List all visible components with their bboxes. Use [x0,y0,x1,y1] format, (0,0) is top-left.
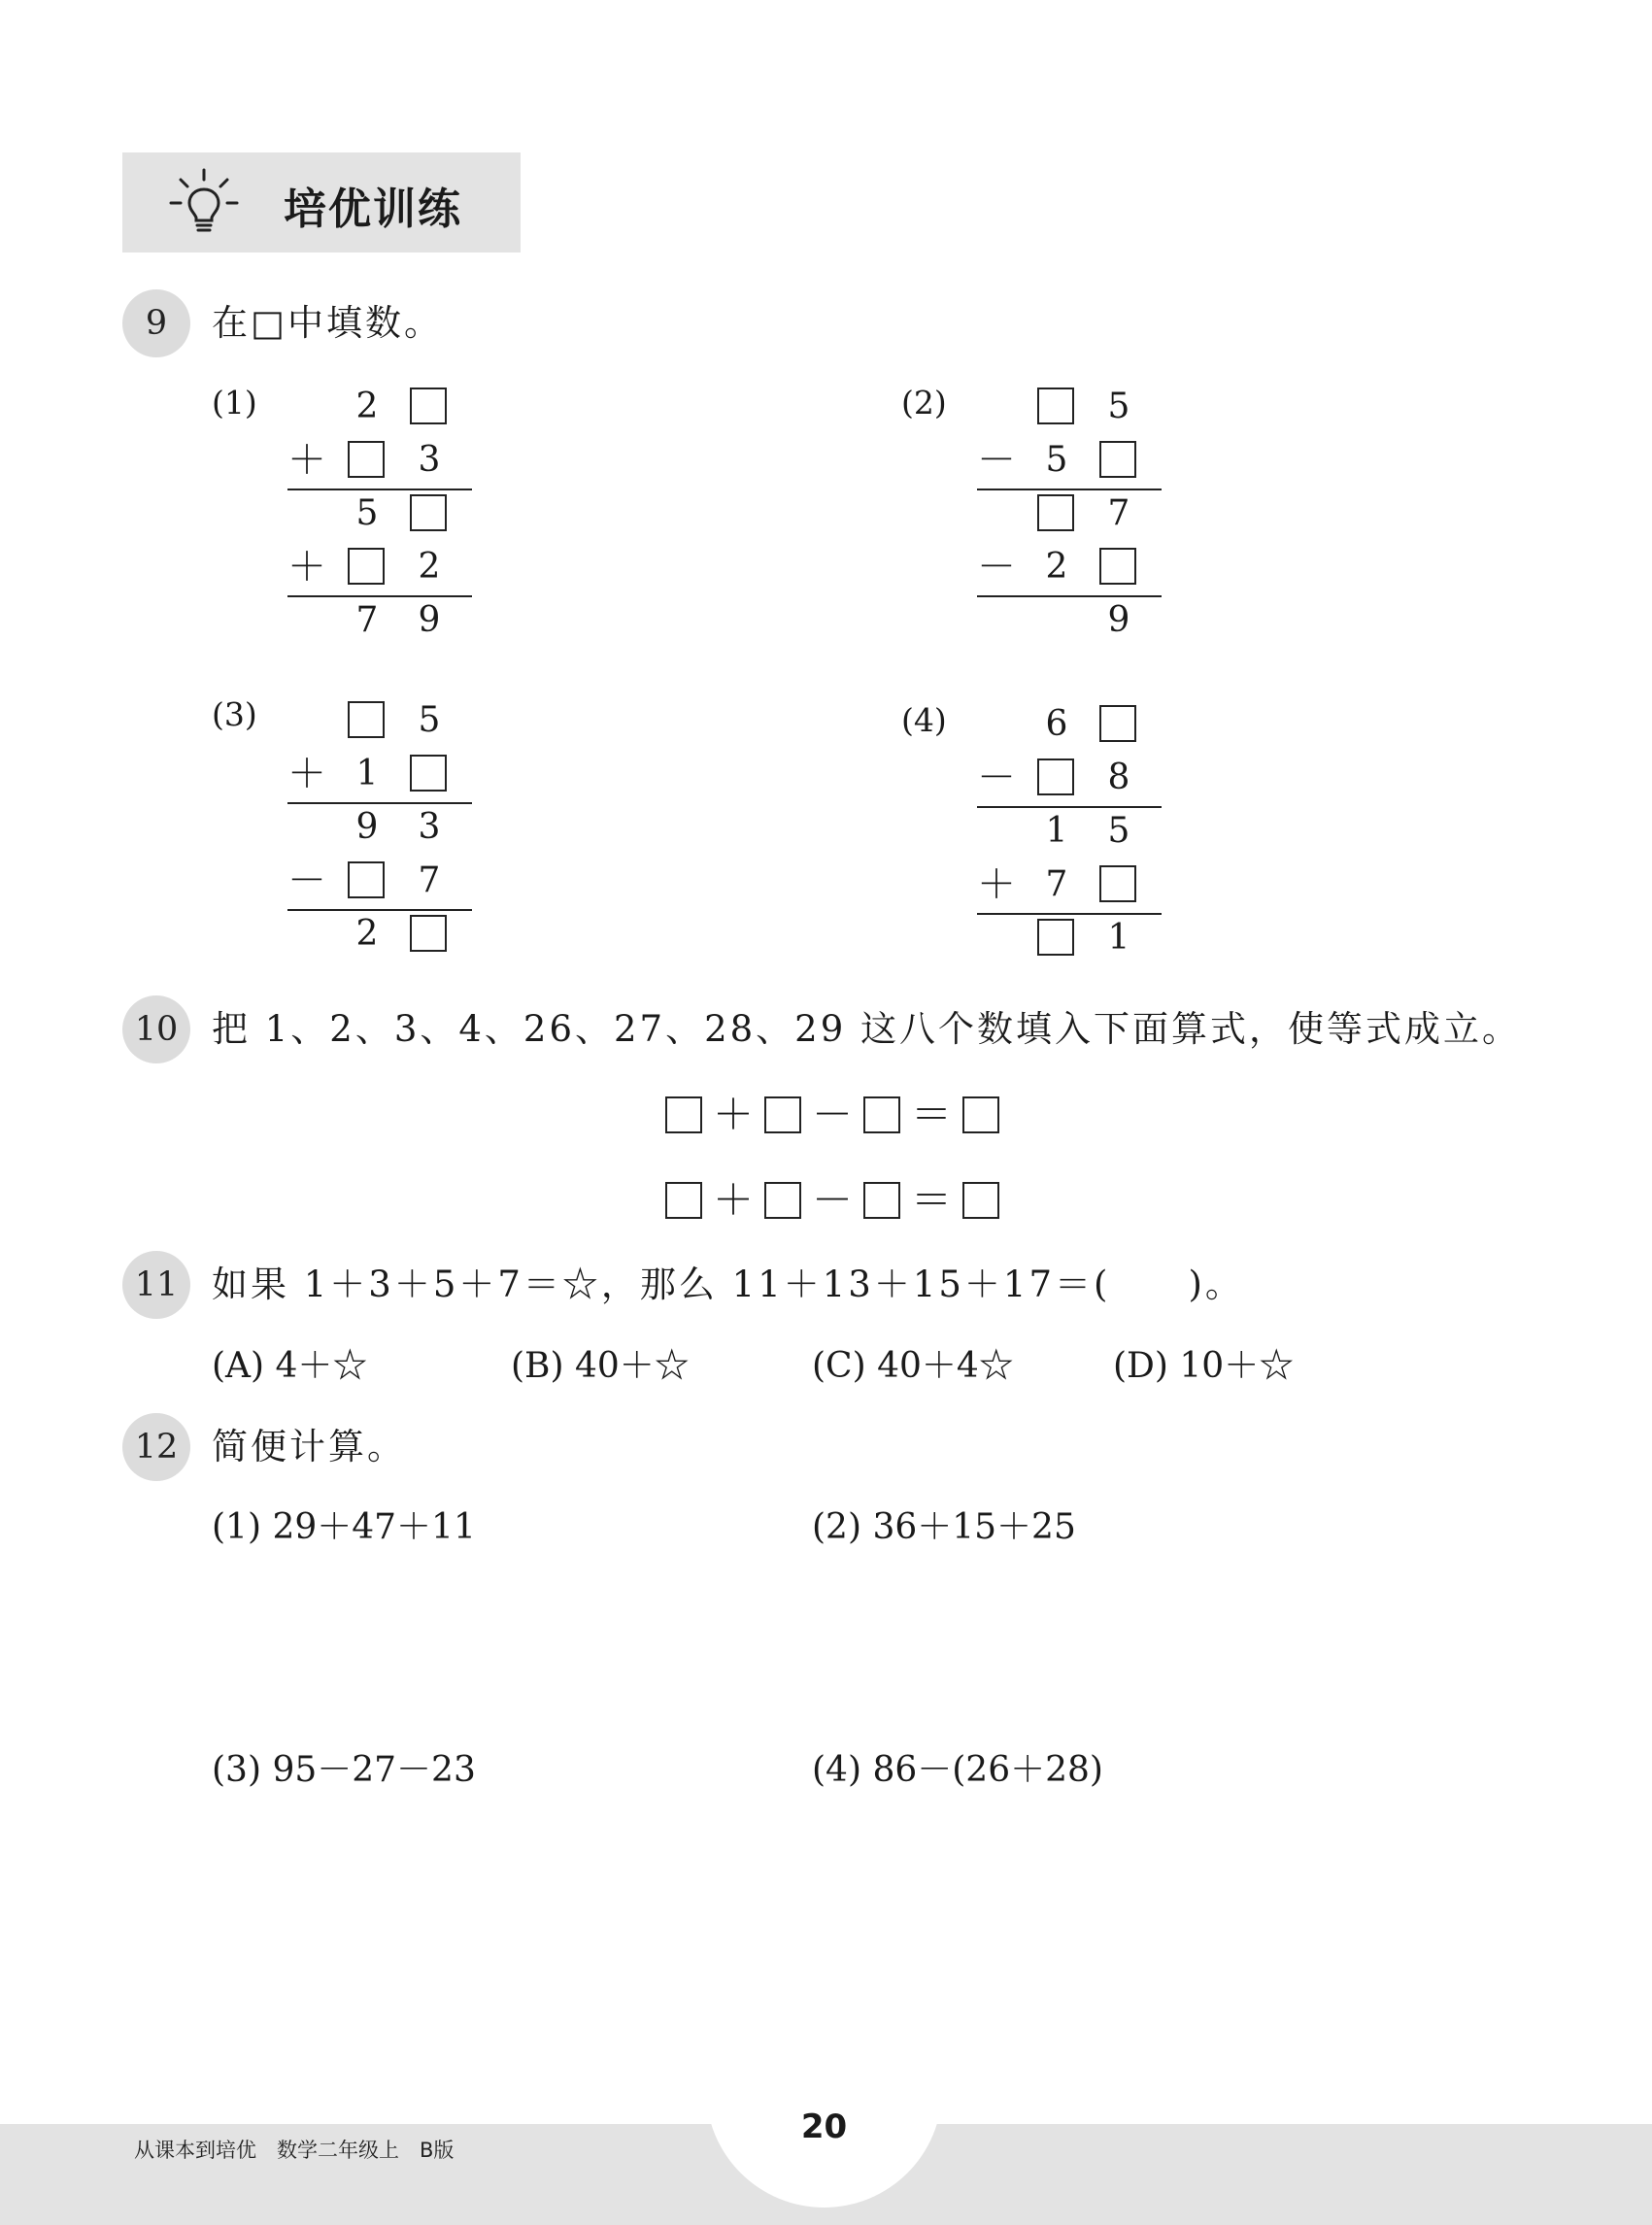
choice-option-c[interactable]: (C) 40＋4☆ [812,1346,1014,1386]
choice-option-b[interactable]: (B) 40＋☆ [511,1346,690,1386]
question-number: 12 [122,1413,190,1481]
digit: 5 [1107,811,1130,851]
digit: 5 [1107,387,1130,426]
result-line [287,595,472,597]
plus-sign: ＋ [712,1176,754,1224]
digit: 5 [355,493,379,533]
question-text: 把 1、2、3、4、26、27、28、29 这八个数填入下面算式，使等式成立。 [212,1008,1522,1050]
answer-box[interactable] [1099,705,1136,742]
equals-sign: ＝ [910,1091,952,1138]
digit: 5 [1045,440,1068,480]
calculation-item: (2) 36＋15＋25 [812,1507,1076,1547]
answer-box[interactable] [348,441,385,478]
result-line [977,806,1162,808]
result-line [977,913,1162,915]
lightbulb-icon [165,164,243,242]
equation-row [665,1176,999,1225]
answer-box[interactable] [764,1182,801,1219]
answer-box[interactable] [1099,441,1136,478]
digit: 1 [1045,811,1068,851]
result-line [287,802,472,804]
result-line [287,489,472,490]
operator-sign: － [287,859,326,903]
operator-sign: － [977,545,1016,590]
digit: 3 [418,440,441,480]
digit: 9 [1107,600,1130,640]
operator-sign: － [977,438,1016,483]
answer-box[interactable] [1037,388,1074,424]
part-label: (1) [212,384,257,421]
answer-box[interactable] [1099,865,1136,902]
part-label: (2) [901,384,947,421]
answer-box[interactable] [348,548,385,585]
digit: 1 [1107,918,1130,958]
operator-sign: － [977,756,1016,800]
result-line [977,595,1162,597]
question-text: 在□中填数。 [212,302,443,344]
digit: 7 [1045,864,1068,904]
answer-box[interactable] [410,494,447,531]
calculation-item: (3) 95－27－23 [212,1750,476,1790]
digit: 2 [418,547,441,587]
operator-sign: ＋ [287,438,326,483]
page-number-circle [706,1972,942,2208]
answer-box[interactable] [665,1182,702,1219]
choice-option-d[interactable]: (D) 10＋☆ [1113,1346,1295,1386]
minus-sign: － [811,1176,853,1224]
digit: 5 [418,700,441,740]
answer-box[interactable] [410,388,447,424]
digit: 2 [355,387,379,426]
plus-sign: ＋ [712,1091,754,1138]
digit: 6 [1045,704,1068,744]
part-label: (4) [901,701,947,739]
answer-box[interactable] [863,1096,900,1133]
answer-box[interactable] [764,1096,801,1133]
question-number: 11 [122,1251,190,1319]
question-text: 如果 1＋3＋5＋7＝☆，那么 11＋13＋15＋17＝( )。 [212,1264,1244,1305]
operator-sign: ＋ [977,862,1016,907]
answer-box[interactable] [1037,494,1074,531]
digit: 7 [418,860,441,900]
digit: 2 [1045,547,1068,587]
question-number: 10 [122,995,190,1063]
digit: 3 [418,807,441,847]
calculation-item: (1) 29＋47＋11 [212,1507,476,1547]
operator-sign: ＋ [287,752,326,796]
part-label: (3) [212,695,257,733]
digit: 9 [355,807,379,847]
answer-box[interactable] [410,755,447,792]
question-text: 简便计算。 [212,1426,406,1467]
answer-box[interactable] [410,915,447,952]
digit: 1 [355,754,379,793]
answer-box[interactable] [962,1096,999,1133]
digit: 7 [355,600,379,640]
equation-row [665,1091,999,1139]
operator-sign: ＋ [287,545,326,590]
result-line [287,909,472,911]
vertical-calculation [977,384,1200,651]
digit: 2 [355,914,379,954]
page-number: 20 [800,2107,848,2146]
equals-sign: ＝ [910,1176,952,1224]
calculation-item: (4) 86－(26＋28) [812,1750,1103,1790]
answer-box[interactable] [962,1182,999,1219]
answer-box[interactable] [665,1096,702,1133]
digit: 9 [418,600,441,640]
answer-box[interactable] [1037,919,1074,956]
question-number: 9 [122,289,190,357]
minus-sign: － [811,1091,853,1138]
section-header [122,152,521,253]
digit: 7 [1107,493,1130,533]
answer-box[interactable] [1037,759,1074,795]
answer-box[interactable] [348,861,385,898]
section-title: 培优训练 [284,185,462,234]
choice-option-a[interactable]: (A) 4＋☆ [212,1346,368,1386]
answer-box[interactable] [863,1182,900,1219]
vertical-calculation [287,697,511,964]
answer-box[interactable] [1099,548,1136,585]
vertical-calculation [287,384,511,651]
vertical-calculation [977,701,1200,968]
book-title: 从课本到培优 数学二年级上 B版 [134,2139,455,2162]
answer-box[interactable] [348,701,385,738]
digit: 8 [1107,758,1130,797]
result-line [977,489,1162,490]
